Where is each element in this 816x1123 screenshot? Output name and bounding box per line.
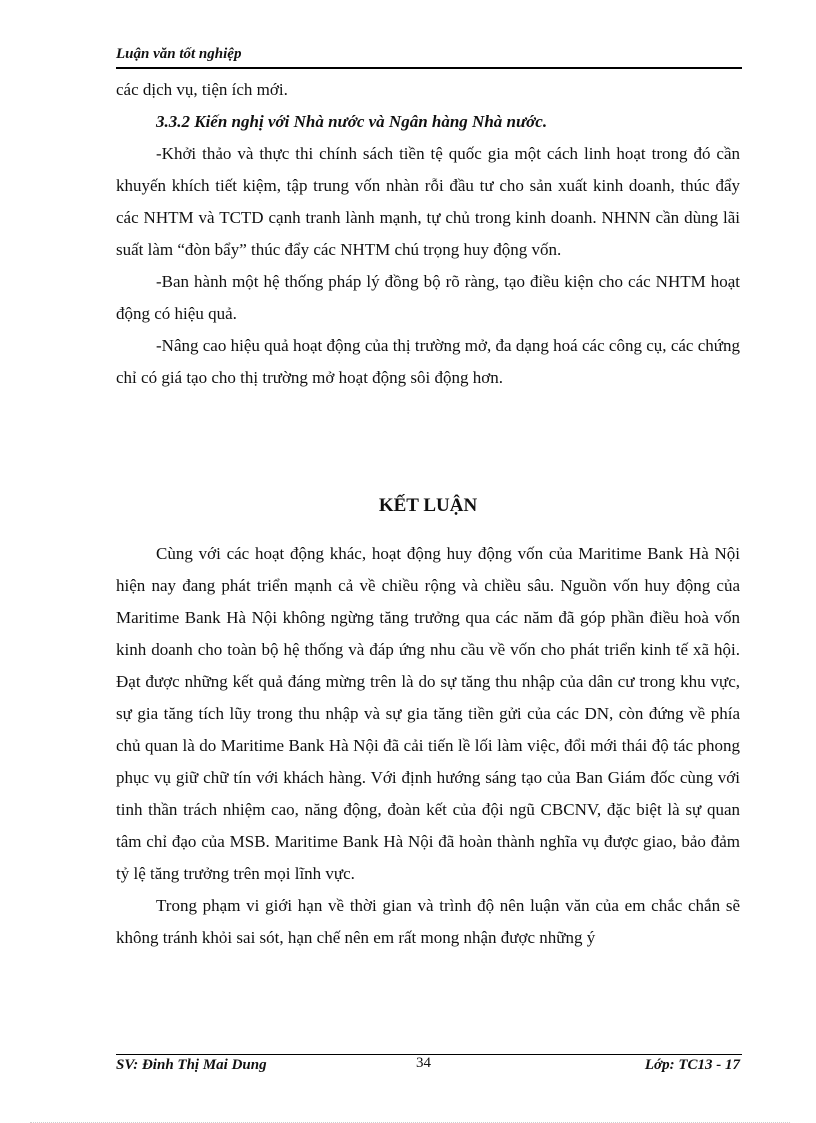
class-label: Lớp: TC13 - 17 bbox=[644, 1057, 740, 1073]
paragraph-conclusion-2: Trong phạm vi giới hạn về thời gian và trình độ nên luận văn của em chắc chắn sẽ không tránh khỏi sai sót, hạn chế nên em rất mong nhận được những ý bbox=[116, 896, 740, 947]
title-spacer bbox=[116, 522, 740, 538]
paragraph-policy-legal: -Ban hành một hệ thống pháp lý đồng bộ rõ ràng, tạo điều kiện cho các NHTM hoạt động có hiệu quả. bbox=[116, 272, 740, 323]
conclusion-title: KẾT LUẬN bbox=[378, 495, 478, 516]
continuation-text: các dịch vụ, tiện ích mới. bbox=[116, 80, 288, 99]
paragraph-conclusion-1: Cùng với các hoạt động khác, hoạt động huy động vốn của Maritime Bank Hà Nội hiện nay đang phát triển mạnh cả về chiều rộng và chiều sâu. Nguồn vốn huy động của Maritime Bank Hà Nội không ngừng tăng trưởng qua các năm đã góp phần điều hoà vốn kinh doanh cho toàn bộ hệ thống và đáp ứng nhu cầu về vốn cho phát triển kinh tế xã hội. Đạt được những kết quả đáng mừng trên là do sự tăng thu nhập của dân cư trong khu vực, sự gia tăng tích lũy trong thu nhập và sự gia tăng tiền gửi của các DN, còn đứng về phía chủ quan là do Maritime Bank Hà Nội đã cải tiến lề lối làm việc, đổi mới thái độ tác phong phục vụ giữ chữ tín với khách hàng. Với định hướng sáng tạo của Ban Giám đốc cùng với tinh thần trách nhiệm cao, năng động, đoàn kết của đội ngũ CBCNV, đặc biệt là sự quan tâm chỉ đạo của MSB. Maritime Bank Hà Nội đã hoàn thành nghĩa vụ được giao, bảo đảm tỷ lệ tăng trưởng trên mọi lĩnh vực. bbox=[116, 544, 740, 883]
page-body bbox=[116, 74, 740, 954]
header-divider bbox=[116, 67, 742, 69]
section-heading: 3.3.2 Kiến nghị với Nhà nước và Ngân hàng Nhà nước. bbox=[156, 112, 548, 131]
paragraph-policy-monetary: -Khởi thảo và thực thi chính sách tiền tệ quốc gia một cách linh hoạt trong đó cần khuyến khích tiết kiệm, tập trung vốn nhàn rỗi đầu tư cho sản xuất kinh doanh, thúc đẩy các NHTM và TCTD cạnh tranh lành mạnh, tự chủ trong kinh doanh. NHNN cần dùng lãi suất làm “đòn bẩy” thúc đẩy các NHTM chú trọng huy động vốn. bbox=[116, 144, 740, 259]
running-header: Luận văn tốt nghiệp bbox=[116, 46, 242, 62]
paragraph-policy-open-market: -Nâng cao hiệu quả hoạt động của thị trường mở, đa dạng hoá các công cụ, các chứng chỉ có giá tạo cho thị trường mở hoạt động sôi động hơn. bbox=[116, 336, 740, 387]
section-spacer bbox=[116, 394, 740, 490]
student-name: SV: Đinh Thị Mai Dung bbox=[116, 1057, 267, 1073]
page-number: 34 bbox=[416, 1055, 431, 1071]
